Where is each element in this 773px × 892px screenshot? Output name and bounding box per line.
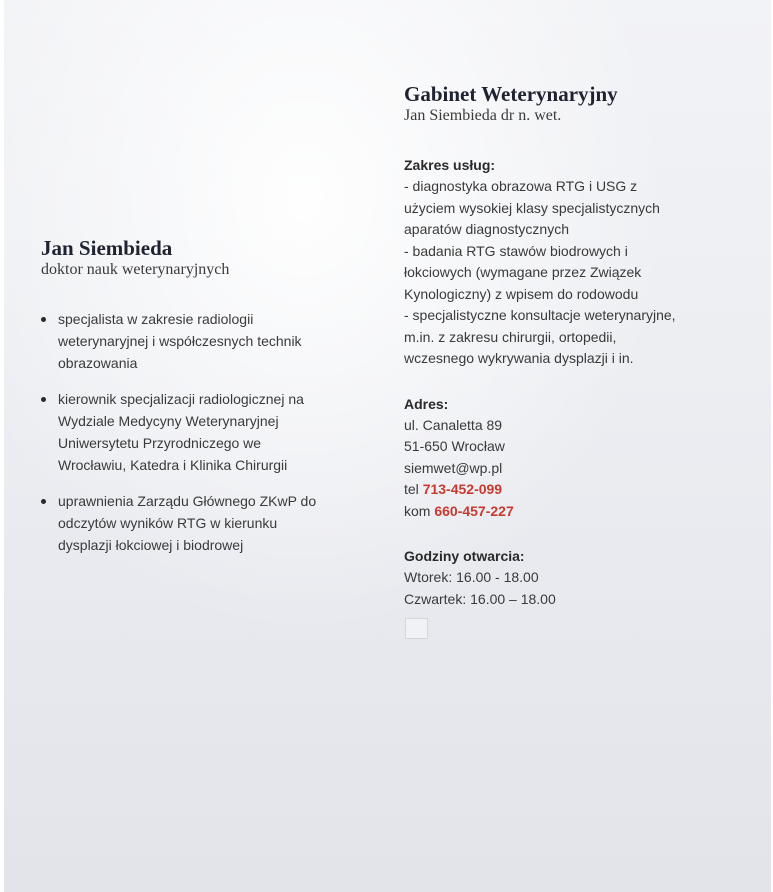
mobile-label: kom <box>404 502 431 519</box>
clinic-name: Gabinet Weterynaryjny <box>404 82 618 106</box>
list-item-line: Wydziale Medycyny Weterynaryjnej <box>58 413 279 429</box>
list-item-line: odczytów wyników RTG w kierunku <box>58 515 278 531</box>
list-item-line: dysplazji łokciowej i biodrowej <box>58 537 244 553</box>
page-background <box>4 0 771 892</box>
bullet-icon <box>41 499 46 504</box>
list-item <box>41 388 341 476</box>
hours-heading: Godziny otwarcia: <box>404 548 525 564</box>
list-item-line: weterynaryjnej i współczesnych technik <box>58 333 302 349</box>
hours-line: Czwartek: 16.00 – 18.00 <box>404 590 556 607</box>
services-line: - diagnostyka obrazowa RTG i USG z <box>404 178 638 194</box>
image-placeholder <box>405 618 428 639</box>
email-link[interactable]: siemwet@wp.pl <box>404 459 503 476</box>
doctor-title: doktor nauk weterynaryjnych <box>41 261 230 278</box>
hours-section <box>404 546 704 610</box>
list-item-line: uprawnienia Zarządu Głównego ZKwP do <box>58 493 317 509</box>
list-item-line: Uniwersytetu Przyrodniczego we <box>58 435 262 451</box>
services-line: aparatów diagnostycznych <box>404 221 569 237</box>
services-line: - badania RTG stawów biodrowych i <box>404 242 628 259</box>
phone-row <box>404 479 704 501</box>
address-street: ul. Canaletta 89 <box>404 416 503 433</box>
services-line: Kynologiczny) z wpisem do rodowodu <box>404 285 639 302</box>
mobile-number[interactable]: 660-457-227 <box>434 502 514 519</box>
list-item-line: kierownik specjalizacji radiologicznej na <box>58 391 304 407</box>
bullet-icon <box>41 317 46 322</box>
services-line: m.in. z zakresu chirurgii, ortopedii, <box>404 328 617 345</box>
qualifications-list <box>41 308 341 556</box>
services-heading: Zakres usług: <box>404 157 496 173</box>
phone-number[interactable]: 713-452-099 <box>422 481 503 497</box>
list-item-line: Wrocławiu, Katedra i Klinika Chirurgii <box>58 457 288 473</box>
list-item-line: obrazowania <box>58 355 138 371</box>
services-line: użyciem wysokiej klasy specjalistycznych <box>404 199 660 216</box>
doctor-name: Jan Siembieda <box>41 236 173 260</box>
address-section <box>404 394 704 523</box>
list-item-line: specjalista w zakresie radiologii <box>58 311 254 327</box>
list-item <box>41 490 341 556</box>
clinic-info <box>404 82 704 610</box>
list-item <box>41 308 341 374</box>
address-city: 51-650 Wrocław <box>404 438 505 454</box>
services-line: wczesnego wykrywania dysplazji i in. <box>404 350 634 366</box>
services-line: łokciowych (wymagane przez Związek <box>404 264 642 280</box>
clinic-doctor: Jan Siembieda dr n. wet. <box>404 107 562 124</box>
phone-label: tel <box>404 481 419 497</box>
services-section <box>404 155 704 370</box>
services-line: - specjalistyczne konsultacje weterynaryjne, <box>404 307 676 323</box>
address-heading: Adres: <box>404 395 449 412</box>
bullet-icon <box>41 397 46 402</box>
mobile-row <box>404 501 704 523</box>
doctor-profile <box>41 236 341 570</box>
hours-line: Wtorek: 16.00 - 18.00 <box>404 569 539 585</box>
